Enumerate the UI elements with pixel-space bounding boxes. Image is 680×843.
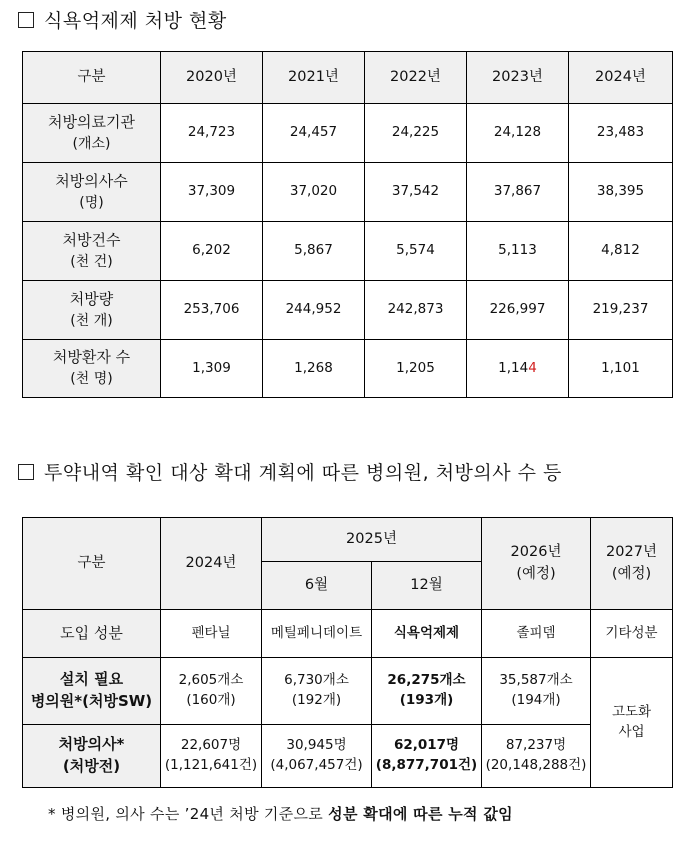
table1-header-year: 2021년: [263, 52, 365, 104]
checkbox-square-icon: [18, 464, 34, 480]
section1-title: 식욕억제제 처방 현황: [44, 10, 227, 32]
table-cell: 37,542: [365, 163, 467, 222]
red-digit: 4: [528, 359, 537, 376]
footnote-text: * 병의원, 의사 수는 ’24년 처방 기준으로: [48, 805, 329, 823]
table-cell: 식욕억제제: [372, 610, 482, 658]
table-cell: 기타성분: [591, 610, 673, 658]
row-label: 처방의사* (처방전): [23, 725, 161, 788]
row-label: 처방건수 (천 건): [23, 222, 161, 281]
checkbox-square-icon: [18, 12, 34, 28]
table1-header-category: 구분: [23, 52, 161, 104]
table-cell: 62,017명 (8,877,701건): [372, 725, 482, 788]
table1-header-year: 2023년: [467, 52, 569, 104]
row-label: 처방량 (천 개): [23, 281, 161, 340]
table-cell: 1,268: [263, 340, 365, 398]
table2-header-2027: 2027년 (예정): [591, 518, 673, 610]
table-row: [23, 658, 673, 725]
table2-header-row: [23, 518, 673, 562]
table-cell: 37,867: [467, 163, 569, 222]
table-cell: 38,395: [569, 163, 673, 222]
table-cell: 22,607명 (1,121,641건): [161, 725, 262, 788]
table-cell: 6,202: [161, 222, 263, 281]
table-row: [23, 725, 673, 788]
table-cell: 24,225: [365, 104, 467, 163]
table-cell: 23,483: [569, 104, 673, 163]
footnote: [48, 803, 513, 824]
table-cell: 244,952: [263, 281, 365, 340]
table2-header-june: 6월: [262, 562, 372, 610]
row-label: 처방의사수 (명): [23, 163, 161, 222]
table-cell: 24,128: [467, 104, 569, 163]
table2-header-category: 구분: [23, 518, 161, 610]
section2-title: 투약내역 확인 대상 확대 계획에 따른 병의원, 처방의사 수 등: [44, 462, 562, 484]
table-cell: 219,237: [569, 281, 673, 340]
table1-header-year: 2020년: [161, 52, 263, 104]
table-row: [23, 222, 673, 281]
row-label: 처방환자 수 (천 명): [23, 340, 161, 398]
table-cell: 30,945명 (4,067,457건): [262, 725, 372, 788]
table-cell: 37,309: [161, 163, 263, 222]
table-cell: 226,997: [467, 281, 569, 340]
table-cell: 펜타닐: [161, 610, 262, 658]
table2-header-2025: 2025년: [262, 518, 482, 562]
table-cell: 2,605개소 (160개): [161, 658, 262, 725]
table-row: [23, 104, 673, 163]
row-label: 도입 성분: [23, 610, 161, 658]
table-cell: 메틸페니데이트: [262, 610, 372, 658]
table-cell: 6,730개소 (192개): [262, 658, 372, 725]
expansion-plan-table: [22, 517, 673, 788]
table-cell: 5,113: [467, 222, 569, 281]
table-cell: 253,706: [161, 281, 263, 340]
table-row: [23, 610, 673, 658]
table-cell: 졸피뎀: [482, 610, 591, 658]
table2-header-2026: 2026년 (예정): [482, 518, 591, 610]
table2-header-2024: 2024년: [161, 518, 262, 610]
row-label: 설치 필요 병의원*(처방SW): [23, 658, 161, 725]
prescription-status-table: [22, 51, 673, 398]
table-cell: 고도화 사업: [591, 658, 673, 788]
section2-heading: [18, 458, 562, 485]
table-cell: 4,812: [569, 222, 673, 281]
table-cell: 1,101: [569, 340, 673, 398]
table-cell: 26,275개소 (193개): [372, 658, 482, 725]
table-cell: 24,723: [161, 104, 263, 163]
table1-header-year: 2022년: [365, 52, 467, 104]
section1-heading: [18, 6, 227, 33]
table-cell: 5,867: [263, 222, 365, 281]
footnote-emphasis: 성분 확대에 따른 누적 값임: [328, 805, 513, 823]
table-cell: 5,574: [365, 222, 467, 281]
table2-header-december: 12월: [372, 562, 482, 610]
table-cell: 87,237명 (20,148,288건): [482, 725, 591, 788]
table-cell: 1,205: [365, 340, 467, 398]
table-cell: 37,020: [263, 163, 365, 222]
table-row: [23, 340, 673, 398]
table-cell: 1,309: [161, 340, 263, 398]
table-row: [23, 281, 673, 340]
table-cell: 24,457: [263, 104, 365, 163]
table-row: [23, 163, 673, 222]
table1-header-row: [23, 52, 673, 104]
table-cell: 242,873: [365, 281, 467, 340]
row-label: 처방의료기관 (개소): [23, 104, 161, 163]
table1-header-year: 2024년: [569, 52, 673, 104]
table-cell: 1,144: [467, 340, 569, 398]
table-cell: 35,587개소 (194개): [482, 658, 591, 725]
